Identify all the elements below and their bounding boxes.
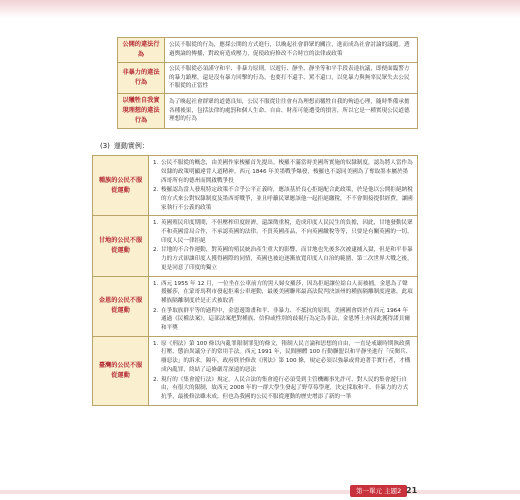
row-description	[149, 336, 418, 405]
row-description: 公民不服從必須謹守和平、非暴力原則，以遊行、靜坐、靜坐等和平手段表達抗議，即便面臨警方的暴力鎮壓，還是沒有暴力回擊的行為，也要打不還手、罵不還口，以免暴力與無辜民眾失去公民不服從的正當性	[165, 63, 418, 94]
table-row	[93, 336, 418, 405]
list-item: 1. 西元 1955 年 12 月，一位坐在公車前方的黑人婦女羅莎，因為拒絕讓位給白人而被捕，金恩為了聲援羅莎，在蒙哥馬利市發起拒乘公車運動，最後美國聯邦最高法院判決該州的種族隔離制度違憲，此項種族隔離制度於是正式被取消	[153, 280, 413, 304]
table-row	[118, 38, 418, 63]
page-content	[92, 37, 418, 406]
row-label: 公開的違法行為	[118, 38, 165, 63]
row-label: 非暴力的違法行為	[118, 63, 165, 94]
table-row	[93, 276, 418, 336]
row-label: 甘地的公民不服從運動	[93, 216, 149, 276]
table-row	[93, 156, 418, 216]
row-label: 臺灣的公民不服從運動	[93, 336, 149, 405]
row-label: 金恩的公民不服從運動	[93, 276, 149, 336]
footer-bar	[0, 490, 520, 494]
list-item: 2. 甘地的不合作運動，對英國的殖民統治產生重大的影響，而甘地也先後多次被逮捕入獄，但是和平非暴力的方式卻讓印度人獲得國際的同情，英國也被迫逐漸放寬印度人自治的範圍，第二次世界大戰之後，更是同意了印度的獨立	[153, 247, 413, 271]
list-item: 1. 英國殖民印度期間，不但壓榨印度經濟，還課徵重稅，造成印度人民民生的負擔，因此，甘地發動民眾不和英國當局合作，不承認英國的法律，不買英國產品，不向英國繳稅等等，只要是有關英國的一切，印度人民一律拒絕	[153, 220, 413, 244]
page-number: 21	[406, 486, 418, 495]
list-item: 1. 原《刑法》第 100 條以內亂罪限制罪犯的條文，箝制人民言論和思想的自由，一直是戒嚴時期執政黨打壓、懲治異議分子的常用手法。西元 1991 年，民間團體 100 行動聯盟以和平靜坐進行「反閱兵、廢惡法」的訴求，隔年，政府終於修改《刑法》第 100 條，規定必須以強暴或脅迫著手實行者，才構成內亂罪，終結了這條嚴苛深遠的惡法	[153, 340, 412, 373]
top-decorative-band	[0, 0, 520, 18]
features-table	[117, 37, 418, 129]
examples-table	[92, 155, 418, 406]
row-description: 公民不服從的行為，應採公開的方式進行，以喚起社會群眾的關注，進而成為社會討論的議題。透過輿論的傳播，對政府造成壓力，促使政府修改不合時宜的法律或政策	[165, 38, 418, 63]
page-footer	[0, 484, 520, 498]
row-description	[149, 156, 418, 216]
row-label: 以犧牲自我實現理想的違法行為	[118, 94, 165, 129]
row-description: 為了喚起社會群眾的道德良知，公民不服從往往會有為理想而犧牲自我的殉道心理，隨時準備承擔各種後果，包括法律的處罰和個人生命、自由、財產可能遭受的損害，所以它是一種實現公民道德理想的行為	[165, 94, 418, 129]
list-item: 1. 公民不服從的概念，由美國作家梭羅首先提出。梭羅不滿當時美國所實施的奴隸制度，認為將人當作為奴隸的政策明顯違背人道精神。西元 1846 年美墨戰爭爆發，梭羅也不認同美國為了奪取墨本屬於墨西哥所有的德州而開啟戰爭投	[153, 160, 413, 184]
table-row	[118, 63, 418, 94]
table-row	[118, 94, 418, 129]
unit-tag: 第一單元 主題2	[350, 485, 407, 497]
row-description	[149, 276, 418, 336]
section-number: (3)	[100, 142, 110, 151]
section-title: 運動實例：	[113, 142, 149, 151]
list-item: 2. 梭羅認為當人發現特定政策不合乎公平正義時，應該基於良心拒絕配合此政策，於是他以公開拒絕納稅的方式來公對奴隸制度及墨西哥戰爭，並且呼籲民眾應該他一起拒絕繳稅，不不會間接提供經費，讓國家執行不公義的政策	[153, 187, 413, 211]
row-description	[149, 216, 418, 276]
section-heading	[100, 141, 418, 151]
list-item: 2. 現行的《集會遊行法》規定，人民合法的集會遊行必須受到主管機關事先許可，對人民的集會遊行自由，有很大的限制，故西元 2008 年的一群大學生發起了野草莓學運，決定採取和平、非暴力的方式抗爭，最後修法雖未成，但也為我國的公民不服從運動的歷史增添了新的一筆	[153, 376, 409, 400]
list-item: 2. 在爭取族群平等的過程中，金恩邊籌畫和平、非暴力、不抵抗的原則，美國國會終於在西元 1964 年通過《民權法案》，這部法案把對種族、信仰或性別的歧視行為定為非法，金恩博士亦因此獲得諾貝爾和平獎	[153, 307, 410, 332]
table-row	[93, 216, 418, 276]
row-label: 種族的公民不服從運動	[93, 156, 149, 216]
